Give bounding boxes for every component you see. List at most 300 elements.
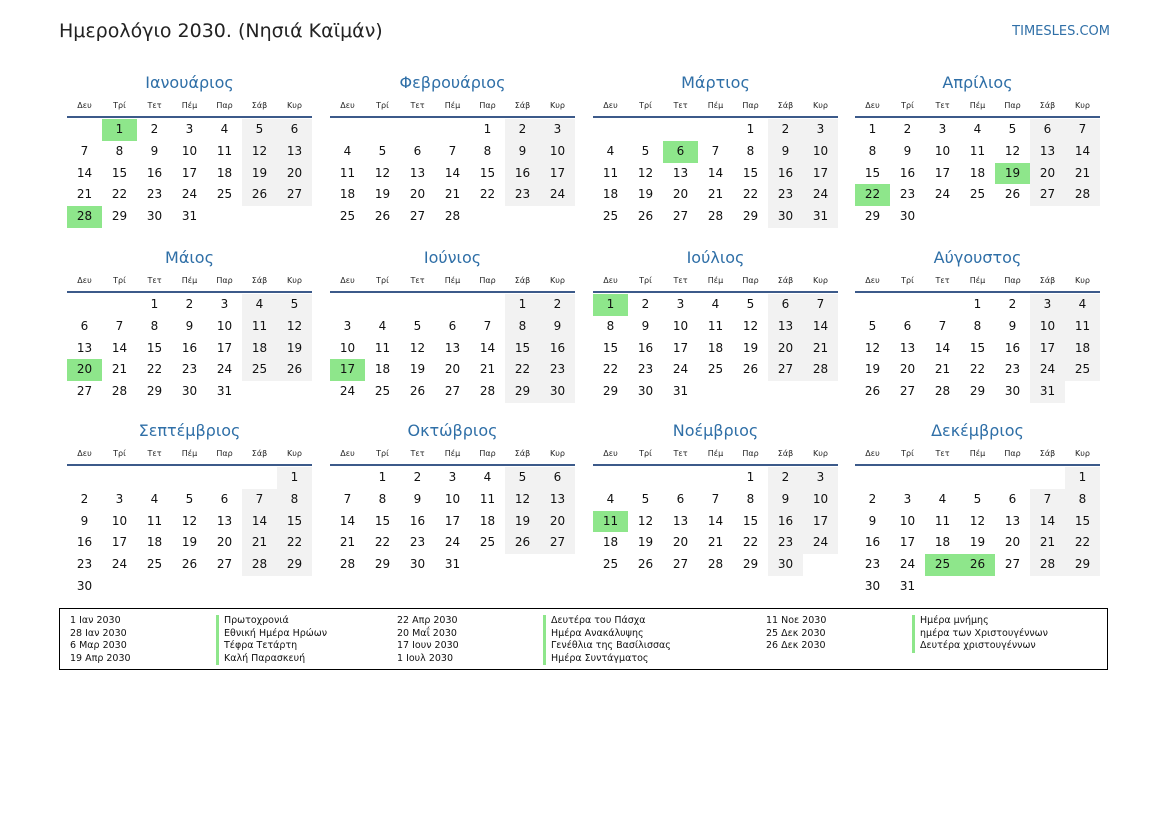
weekday-label: Κυρ (550, 101, 565, 110)
day-cell: 22 (505, 359, 540, 381)
weekday-label: Παρ (1004, 101, 1021, 110)
day-cell: 8 (483, 143, 492, 158)
day-cell: 10 (540, 141, 575, 163)
month-calendar (67, 420, 312, 598)
day-cell: 28 (339, 557, 356, 572)
day-cell: 25 (479, 535, 496, 550)
day-cell: 27 (768, 359, 803, 381)
legend-column (70, 615, 327, 665)
weekday-label: Πέμ (444, 101, 461, 110)
day-cell: 6 (540, 467, 575, 489)
day-cell: 1 (150, 297, 159, 311)
day-cell: 19 (277, 338, 312, 360)
day-cell: 12 (969, 513, 986, 528)
day-cell: 26 (505, 532, 540, 554)
day-cell: 16 (899, 165, 916, 180)
weekday-label: Παρ (479, 101, 496, 110)
holiday-name: Τέφρα Τετάρτη (216, 640, 297, 653)
holiday-date: 1 Ιουλ 2030 (397, 652, 453, 664)
day-cell: 8 (378, 491, 387, 506)
weekday-label: Σάβ (251, 449, 268, 458)
month-calendar (855, 72, 1100, 228)
day-cell: 31 (444, 557, 461, 572)
empty-cell (698, 467, 733, 489)
day-cell: 12 (409, 340, 426, 355)
day-cell: 30 (899, 209, 916, 224)
weekday-label: Τετ (935, 276, 950, 285)
day-cell: 22 (742, 535, 759, 550)
month-name: Αύγουστος (933, 248, 1022, 267)
day-cell: 2 (540, 294, 575, 316)
weekday-label: Τετ (935, 101, 950, 110)
day-cell: 3 (540, 119, 575, 141)
day-cell: 16 (409, 513, 426, 528)
day-cell: 5 (641, 143, 650, 158)
empty-cell (995, 467, 1030, 489)
day-cell: 5 (641, 491, 650, 506)
weekday-label: Τρί (376, 449, 389, 458)
holiday-name: Πρωτοχρονιά (216, 615, 289, 628)
day-cell: 15 (742, 513, 759, 528)
day-cell: 5 (868, 318, 877, 333)
day-cell: 14 (1030, 511, 1065, 533)
day-cell: 8 (1065, 489, 1100, 511)
weekday-label: Δευ (77, 276, 92, 285)
empty-cell (435, 119, 470, 141)
day-cell: 1 (868, 122, 877, 136)
day-cell: 19 (637, 187, 654, 202)
day-cell: 20 (899, 362, 916, 377)
day-cell: 10 (1030, 316, 1065, 338)
day-cell: 18 (707, 340, 724, 355)
day-cell: 3 (185, 122, 194, 136)
day-cell: 3 (1030, 294, 1065, 316)
day-cell: 15 (146, 340, 163, 355)
day-cell: 24 (899, 557, 916, 572)
day-cell: 12 (181, 513, 198, 528)
day-cell: 26 (181, 557, 198, 572)
day-cell: 6 (448, 318, 457, 333)
day-grid (855, 294, 1100, 403)
day-cell: 12 (637, 513, 654, 528)
day-cell: 2 (768, 467, 803, 489)
day-cell: 27 (409, 209, 426, 224)
day-cell: 7 (938, 318, 947, 333)
holiday-date: 28 Ιαν 2030 (70, 627, 127, 639)
month-name: Ιούλιος (686, 248, 745, 267)
day-cell: 27 (216, 557, 233, 572)
day-cell: 14 (707, 165, 724, 180)
day-cell: 3 (220, 297, 229, 311)
day-cell: 13 (540, 489, 575, 511)
weekday-label: Κυρ (813, 276, 828, 285)
day-cell: 23 (768, 184, 803, 206)
month-calendar (67, 247, 312, 403)
day-cell: 24 (934, 187, 951, 202)
day-cell: 7 (711, 491, 720, 506)
day-cell: 8 (150, 318, 159, 333)
day-cell: 7 (115, 318, 124, 333)
day-cell: 5 (277, 294, 312, 316)
legend-item (397, 615, 671, 628)
brand-link[interactable]: TIMESLES.COM (1012, 24, 1110, 39)
weekday-label: Τετ (410, 449, 425, 458)
day-cell: 21 (1065, 163, 1100, 185)
weekday-header (330, 271, 575, 293)
day-cell: 2 (80, 491, 89, 506)
day-cell: 9 (80, 513, 89, 528)
day-cell: 29 (374, 557, 391, 572)
weekday-label: Δευ (340, 101, 355, 110)
day-cell: 22 (146, 362, 163, 377)
day-cell: 29 (602, 384, 619, 399)
day-cell: 10 (339, 340, 356, 355)
day-cell: 14 (444, 165, 461, 180)
day-cell: 7 (483, 318, 492, 333)
day-cell: 7 (711, 143, 720, 158)
weekday-label: Πέμ (181, 101, 198, 110)
day-cell: 16 (540, 338, 575, 360)
day-cell: 16 (181, 340, 198, 355)
day-cell: 6 (1008, 491, 1017, 506)
day-cell: 16 (1004, 340, 1021, 355)
month-name: Απρίλιος (942, 73, 1013, 92)
day-cell: 10 (672, 318, 689, 333)
weekday-label: Παρ (742, 276, 759, 285)
day-cell: 14 (76, 165, 93, 180)
day-cell: 17 (899, 535, 916, 550)
day-cell: 17 (111, 535, 128, 550)
day-cell: 3 (676, 297, 685, 311)
weekday-label: Πέμ (969, 449, 986, 458)
day-cell: 8 (868, 143, 877, 158)
day-cell: 13 (672, 513, 689, 528)
day-cell: 11 (216, 143, 233, 158)
day-cell: 20 (444, 362, 461, 377)
day-cell: 3 (343, 318, 352, 333)
day-cell: 3 (803, 467, 838, 489)
empty-cell (67, 467, 102, 489)
day-cell: 23 (146, 187, 163, 202)
day-cell: 17 (803, 163, 838, 185)
day-cell: 7 (242, 489, 277, 511)
day-cell: 10 (803, 489, 838, 511)
empty-cell (593, 467, 628, 489)
weekday-label: Τετ (147, 101, 162, 110)
day-cell: 27 (1004, 557, 1021, 572)
weekday-label: Παρ (479, 276, 496, 285)
weekday-label: Τρί (901, 449, 914, 458)
day-cell: 24 (803, 532, 838, 554)
day-cell: 3 (938, 122, 947, 136)
day-grid (593, 119, 838, 228)
day-cell: 16 (864, 535, 881, 550)
day-cell: 22 (277, 532, 312, 554)
day-grid (67, 119, 312, 228)
holiday-name: Καλή Παρασκευή (216, 653, 305, 666)
day-cell: 6 (1030, 119, 1065, 141)
day-cell: 12 (505, 489, 540, 511)
day-cell: 18 (969, 165, 986, 180)
weekday-label: Τετ (410, 101, 425, 110)
day-cell: 6 (413, 143, 422, 158)
weekday-label: Δευ (865, 101, 880, 110)
day-cell: 5 (378, 143, 387, 158)
weekday-label: Τετ (935, 449, 950, 458)
day-cell: 21 (111, 362, 128, 377)
day-cell: 4 (973, 122, 982, 136)
day-cell: 20 (672, 535, 689, 550)
day-cell: 5 (973, 491, 982, 506)
day-cell: 13 (409, 165, 426, 180)
day-cell: 26 (1004, 187, 1021, 202)
weekday-label: Παρ (479, 449, 496, 458)
weekday-label: Δευ (865, 449, 880, 458)
day-cell: 7 (1065, 119, 1100, 141)
weekday-label: Δευ (77, 101, 92, 110)
day-cell: 27 (76, 384, 93, 399)
month-calendar (593, 247, 838, 403)
empty-cell (925, 294, 960, 316)
holiday-date: 1 Ιαν 2030 (70, 615, 121, 626)
day-cell: 29 (742, 557, 759, 572)
holiday-date: 11 Νοε 2030 (766, 615, 827, 626)
day-grid (593, 467, 838, 576)
day-cell: 17 (444, 513, 461, 528)
empty-cell (400, 294, 435, 316)
day-cell: 15 (1065, 511, 1100, 533)
day-cell: 28 (1065, 184, 1100, 206)
holiday-name: Ημέρα μνήμης (912, 615, 989, 628)
day-cell: 15 (864, 165, 881, 180)
weekday-header (855, 444, 1100, 466)
weekday-label: Κυρ (813, 101, 828, 110)
day-cell: 4 (938, 491, 947, 506)
weekday-label: Τρί (113, 101, 126, 110)
day-cell: 16 (146, 165, 163, 180)
day-cell: 14 (803, 316, 838, 338)
day-cell: 11 (339, 165, 356, 180)
empty-cell (855, 294, 890, 316)
legend-item (397, 628, 671, 641)
day-cell: 28 (444, 209, 461, 224)
day-cell: 7 (80, 143, 89, 158)
day-cell: 4 (150, 491, 159, 506)
day-cell: 17 (540, 163, 575, 185)
day-cell: 30 (181, 384, 198, 399)
weekday-label: Κυρ (1075, 101, 1090, 110)
weekday-label: Παρ (216, 276, 233, 285)
day-cell: 4 (606, 491, 615, 506)
day-cell: 6 (220, 491, 229, 506)
legend-item (397, 653, 671, 666)
weekday-header (67, 271, 312, 293)
weekday-header (855, 96, 1100, 118)
empty-cell (102, 467, 137, 489)
day-cell: 5 (746, 297, 755, 311)
day-cell: 31 (672, 384, 689, 399)
holiday-day: 26 (960, 554, 995, 576)
day-cell: 23 (768, 532, 803, 554)
day-cell: 13 (768, 316, 803, 338)
day-cell: 6 (903, 318, 912, 333)
day-cell: 8 (505, 316, 540, 338)
day-cell: 31 (216, 384, 233, 399)
day-cell: 1 (505, 294, 540, 316)
day-grid (593, 294, 838, 403)
day-cell: 10 (181, 143, 198, 158)
month-calendar (593, 420, 838, 576)
page-title: Ημερολόγιο 2030. (Νησιά Καϊμάν) (59, 20, 383, 42)
day-cell: 18 (374, 362, 391, 377)
day-cell: 26 (374, 209, 391, 224)
weekday-header (593, 271, 838, 293)
day-grid (330, 467, 575, 576)
day-cell: 2 (903, 122, 912, 136)
day-cell: 19 (864, 362, 881, 377)
day-cell: 14 (242, 511, 277, 533)
day-cell: 21 (242, 532, 277, 554)
day-cell: 21 (803, 338, 838, 360)
day-cell: 27 (277, 184, 312, 206)
weekday-label: Τετ (673, 101, 688, 110)
day-cell: 19 (637, 535, 654, 550)
day-cell: 9 (505, 141, 540, 163)
weekday-header (593, 96, 838, 118)
weekday-label: Σάβ (777, 449, 794, 458)
day-cell: 23 (637, 362, 654, 377)
day-cell: 2 (185, 297, 194, 311)
day-cell: 24 (111, 557, 128, 572)
empty-cell (365, 294, 400, 316)
day-grid (67, 294, 312, 403)
day-cell: 30 (76, 578, 93, 593)
weekday-label: Σάβ (777, 101, 794, 110)
weekday-label: Δευ (77, 449, 92, 458)
day-cell: 17 (803, 511, 838, 533)
day-cell: 5 (1008, 122, 1017, 136)
day-cell: 15 (602, 340, 619, 355)
holiday-date: 19 Απρ 2030 (70, 652, 131, 664)
day-cell: 2 (768, 119, 803, 141)
day-cell: 30 (864, 578, 881, 593)
day-cell: 7 (343, 491, 352, 506)
weekday-label: Τετ (147, 276, 162, 285)
day-cell: 24 (803, 184, 838, 206)
day-cell: 28 (242, 554, 277, 576)
day-cell: 15 (374, 513, 391, 528)
day-cell: 30 (768, 206, 803, 228)
day-cell: 9 (185, 318, 194, 333)
empty-cell (102, 294, 137, 316)
day-cell: 1 (746, 470, 755, 484)
holiday-day: 25 (925, 554, 960, 576)
day-cell: 21 (339, 535, 356, 550)
empty-cell (67, 294, 102, 316)
day-cell: 15 (505, 338, 540, 360)
day-cell: 8 (973, 318, 982, 333)
day-cell: 27 (1030, 184, 1065, 206)
holiday-day: 1 (593, 294, 628, 316)
day-cell: 15 (111, 165, 128, 180)
day-cell: 18 (602, 535, 619, 550)
weekday-label: Δευ (865, 276, 880, 285)
day-cell: 20 (1030, 163, 1065, 185)
day-cell: 23 (864, 557, 881, 572)
legend-item (766, 628, 1048, 641)
day-cell: 13 (76, 340, 93, 355)
day-cell: 13 (277, 141, 312, 163)
holiday-legend (59, 608, 1108, 670)
day-cell: 30 (768, 554, 803, 576)
day-cell: 12 (637, 165, 654, 180)
holiday-date: 17 Ιουν 2030 (397, 640, 459, 651)
day-cell: 22 (1065, 532, 1100, 554)
day-cell: 4 (242, 294, 277, 316)
day-cell: 9 (903, 143, 912, 158)
day-cell: 29 (1065, 554, 1100, 576)
weekday-label: Τετ (673, 449, 688, 458)
weekday-label: Πέμ (181, 276, 198, 285)
day-cell: 29 (505, 381, 540, 403)
holiday-name: Γενέθλια της Βασίλισσας (543, 640, 671, 653)
day-cell: 19 (242, 163, 277, 185)
day-cell: 5 (505, 467, 540, 489)
day-cell: 14 (707, 513, 724, 528)
day-cell: 30 (637, 384, 654, 399)
day-cell: 30 (1004, 384, 1021, 399)
day-cell: 2 (1008, 297, 1017, 311)
day-cell: 26 (637, 209, 654, 224)
weekday-label: Τρί (113, 276, 126, 285)
weekday-label: Πέμ (707, 101, 724, 110)
day-cell: 11 (146, 513, 163, 528)
day-cell: 29 (864, 209, 881, 224)
day-cell: 20 (768, 338, 803, 360)
day-cell: 1 (746, 122, 755, 136)
day-cell: 21 (76, 187, 93, 202)
empty-cell (593, 119, 628, 141)
day-cell: 20 (216, 535, 233, 550)
month-calendar (330, 247, 575, 403)
day-cell: 2 (150, 122, 159, 136)
weekday-label: Πέμ (181, 449, 198, 458)
empty-cell (172, 467, 207, 489)
day-cell: 28 (479, 384, 496, 399)
day-cell: 10 (216, 318, 233, 333)
day-cell: 4 (378, 318, 387, 333)
day-cell: 23 (899, 187, 916, 202)
day-cell: 22 (602, 362, 619, 377)
day-cell: 16 (76, 535, 93, 550)
weekday-header (330, 444, 575, 466)
day-cell: 9 (768, 141, 803, 163)
weekday-label: Πέμ (969, 276, 986, 285)
day-cell: 9 (768, 489, 803, 511)
weekday-label: Τρί (639, 101, 652, 110)
holiday-date: 22 Απρ 2030 (397, 615, 458, 626)
weekday-label: Παρ (1004, 276, 1021, 285)
day-cell: 12 (374, 165, 391, 180)
empty-cell (855, 467, 890, 489)
weekday-label: Πέμ (707, 276, 724, 285)
day-cell: 31 (181, 209, 198, 224)
day-cell: 25 (339, 209, 356, 224)
day-cell: 1 (1065, 467, 1100, 489)
holiday-day: 6 (663, 141, 698, 163)
month-name: Δεκέμβριος (931, 421, 1024, 440)
month-name: Φεβρουάριος (399, 73, 506, 92)
